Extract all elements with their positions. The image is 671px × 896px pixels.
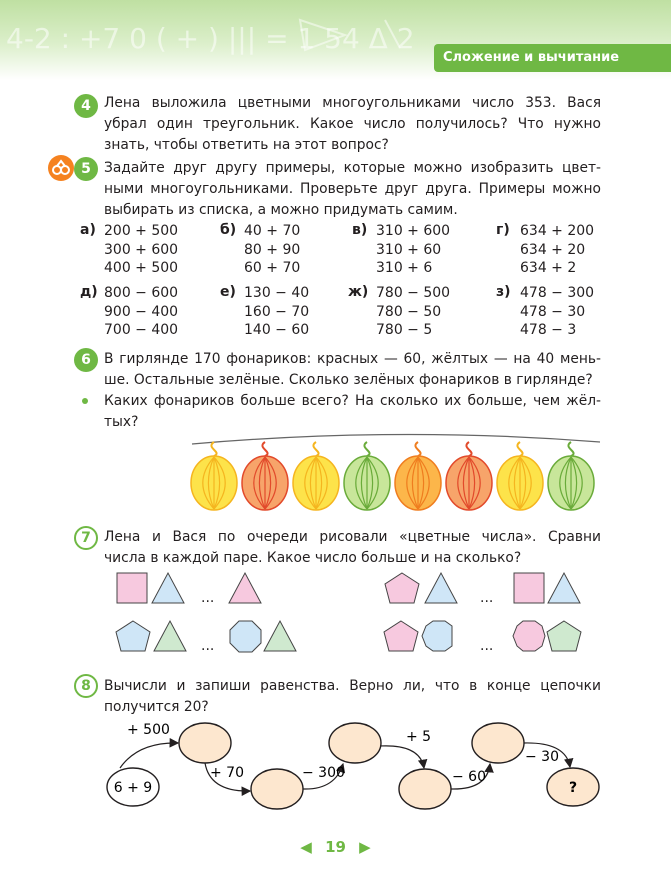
task4-line-1: Лена выложила цветными многоугольниками число 353. Вася xyxy=(104,95,601,111)
pink-pentagon-icon xyxy=(384,621,418,651)
ellipsis: ... xyxy=(201,590,215,606)
example-zh-2: 780 − 50 xyxy=(376,303,442,320)
column-letter-d: д) xyxy=(80,284,98,300)
example-g-3: 634 + 2 xyxy=(520,260,577,277)
ellipsis: ... xyxy=(480,638,494,654)
blue-octagon-icon xyxy=(230,621,261,652)
task4-line-2: убрал один треугольник. Какое число получилось? Что нужно xyxy=(104,116,601,132)
blue-triangle-icon xyxy=(548,573,580,603)
lantern-yellow xyxy=(293,442,339,510)
task-number-6: 6 xyxy=(74,348,98,372)
pink-hexagon-icon xyxy=(513,621,545,651)
calculation-chain xyxy=(0,700,671,810)
task-number-4: 4 xyxy=(74,94,98,118)
lantern-orange xyxy=(395,442,441,510)
op-3: − 300 xyxy=(302,765,345,781)
example-d-2: 900 − 400 xyxy=(104,303,179,320)
lantern-green xyxy=(548,442,594,510)
answer-oval-1[interactable] xyxy=(179,723,231,763)
example-g-1: 634 + 200 xyxy=(520,223,595,239)
example-b-2: 80 + 90 xyxy=(244,241,301,258)
lantern-yellow xyxy=(497,442,543,510)
answer-oval-2[interactable] xyxy=(251,769,303,809)
task6-line-2: ше. Остальные зелёные. Сколько зелёных фонариков в гирлянде? xyxy=(104,372,593,388)
example-e-2: 160 − 70 xyxy=(244,303,310,320)
mint-triangle-icon xyxy=(154,621,186,651)
task8-line-2: получится 20? xyxy=(104,699,209,715)
example-d-1: 800 − 600 xyxy=(104,285,179,301)
chain-start: 6 + 9 xyxy=(113,780,153,796)
colored-numbers-figures xyxy=(112,570,592,660)
task7-line-1: Лена и Вася по очереди рисовали «цветные числа». Сравни xyxy=(104,529,601,545)
blue-triangle-icon xyxy=(425,573,457,603)
task7-line-2: числа в каждой паре. Какое число больше и на сколько? xyxy=(104,550,522,566)
task5-line-1: Задайте друг другу примеры, которые можно изобразить цвет- xyxy=(104,160,601,176)
example-g-2: 634 + 20 xyxy=(520,241,586,258)
answer-oval-4[interactable] xyxy=(399,769,451,809)
mint-pentagon-icon xyxy=(547,621,581,651)
lantern-yellow xyxy=(191,442,237,510)
task6-bullet-line-2: тых? xyxy=(104,414,139,430)
answer-oval-5[interactable] xyxy=(472,723,524,763)
bullet-icon xyxy=(82,398,88,404)
column-letter-a: а) xyxy=(80,222,96,238)
example-b-3: 60 + 70 xyxy=(244,260,301,277)
example-d-3: 700 − 400 xyxy=(104,322,179,339)
example-z-2: 478 − 30 xyxy=(520,303,586,320)
task4-line-3: знать, чтобы ответить на этот вопрос? xyxy=(104,137,389,153)
chain-end: ? xyxy=(568,780,578,796)
blue-pentagon-icon xyxy=(116,621,150,651)
pink-pentagon-icon xyxy=(385,573,419,603)
task-number-5: 5 xyxy=(74,157,98,181)
page-number: 19 xyxy=(325,838,346,856)
column-letter-v: в) xyxy=(352,222,368,238)
column-letter-e: е) xyxy=(220,284,236,300)
section-title: Сложение и вычитание xyxy=(434,44,671,72)
task5-line-3: выбирать из списка, а можно придумать самим. xyxy=(104,202,458,218)
next-page-icon[interactable]: ▶ xyxy=(359,838,371,856)
garland-illustration xyxy=(188,430,604,515)
pink-square-icon xyxy=(514,573,544,603)
page-number-area xyxy=(0,838,671,856)
example-v-2: 310 + 60 xyxy=(376,241,442,258)
example-z-3: 478 − 3 xyxy=(520,322,577,339)
example-e-3: 140 − 60 xyxy=(244,322,310,339)
task-number-7: 7 xyxy=(74,526,98,550)
task8-line-1: Вычисли и запиши равенства. Верно ли, что в конце цепочки xyxy=(104,678,601,694)
op-4: + 5 xyxy=(406,729,432,745)
example-a-1: 200 + 500 xyxy=(104,223,179,239)
example-zh-3: 780 − 5 xyxy=(376,322,433,339)
prev-page-icon[interactable]: ◀ xyxy=(300,838,312,856)
column-letter-z: з) xyxy=(496,284,511,300)
pink-triangle-icon xyxy=(229,573,261,603)
example-a-2: 300 + 600 xyxy=(104,241,179,258)
op-6: − 30 xyxy=(525,749,559,765)
pair-work-icon xyxy=(48,155,74,181)
example-v-1: 310 + 600 xyxy=(376,223,451,239)
task5-line-2: ными многоугольниками. Проверьте друг друга. Примеры можно xyxy=(104,181,601,197)
svg-text:4-2 : +7 0 ( + ) ||| = 1 54 Δ: 4-2 : +7 0 ( + ) ||| = 1 54 Δ 2 xyxy=(6,22,415,55)
lantern-red xyxy=(446,442,492,510)
example-b-1: 40 + 70 xyxy=(244,223,301,239)
answer-oval-3[interactable] xyxy=(329,723,381,763)
task6-bullet-line-1: Каких фонариков больше всего? На сколько их больше, чем жёл- xyxy=(104,393,601,409)
lantern-green xyxy=(344,442,390,510)
example-zh-1: 780 − 500 xyxy=(376,285,451,301)
mint-triangle-icon xyxy=(264,621,296,651)
task6-line-1: В гирлянде 170 фонариков: красных — 60, жёлтых — на 40 мень- xyxy=(104,351,601,367)
ellipsis: ... xyxy=(480,590,494,606)
column-letter-zh: ж) xyxy=(348,284,369,300)
example-a-3: 400 + 500 xyxy=(104,260,179,277)
blue-hexagon-icon xyxy=(422,621,452,651)
lantern-red xyxy=(242,442,288,510)
blue-triangle-icon xyxy=(152,573,184,603)
op-2: + 70 xyxy=(210,765,244,781)
ellipsis: ... xyxy=(201,638,215,654)
task-number-8: 8 xyxy=(74,674,98,698)
op-1: + 500 xyxy=(127,722,170,738)
pink-square-icon xyxy=(117,573,147,603)
example-z-1: 478 − 300 xyxy=(520,285,595,301)
op-5: − 60 xyxy=(452,769,486,785)
column-letter-b: б) xyxy=(220,222,237,238)
example-v-3: 310 + 6 xyxy=(376,260,433,277)
example-e-1: 130 − 40 xyxy=(244,285,310,301)
column-letter-g: г) xyxy=(496,222,510,238)
